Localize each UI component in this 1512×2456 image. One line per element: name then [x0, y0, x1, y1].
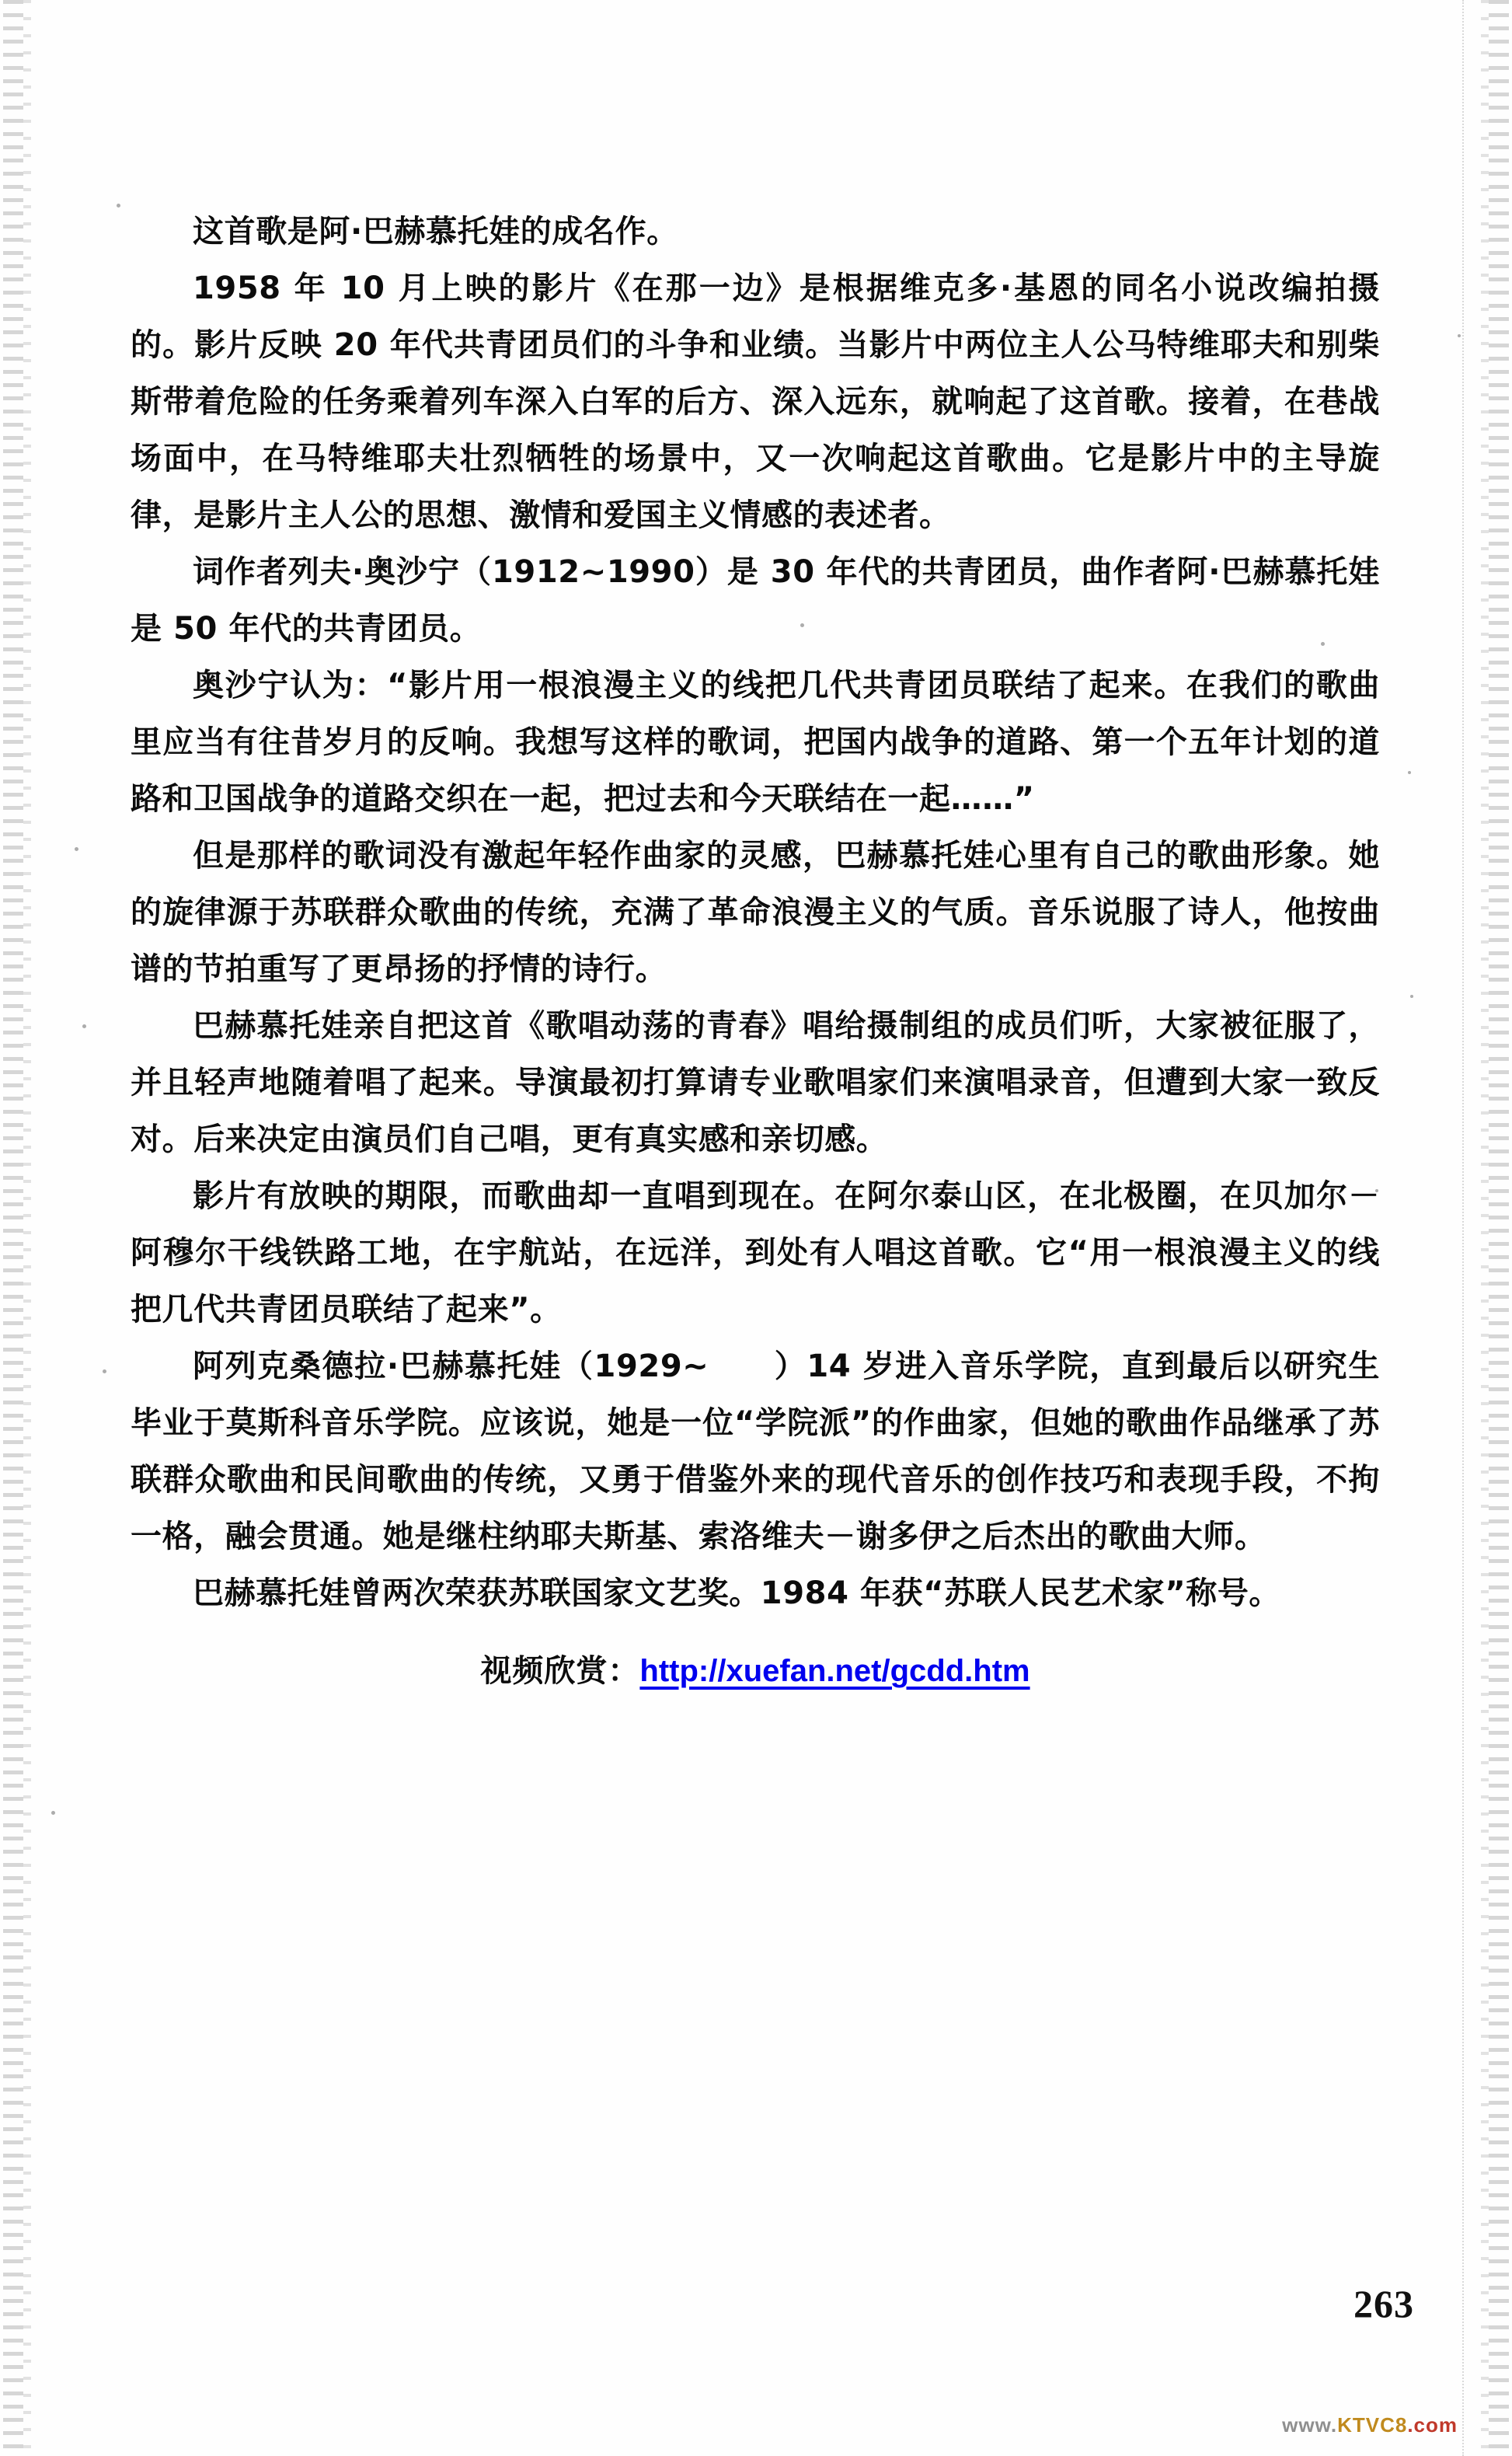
watermark-www: www.	[1282, 2413, 1338, 2437]
paragraph-8: 阿列克桑德拉·巴赫慕托娃（1929~ ）14 岁进入音乐学院，直到最后以研究生毕业于莫斯科音乐学院。应该说，她是一位“学院派”的作曲家，但她的歌曲作品继承了苏联群众歌曲和民间歌曲的传统，又勇于借鉴外来的现代音乐的创作技巧和表现手段，不拘一格，融会贯通。她是继柱纳耶夫斯基、索洛维夫－谢多伊之后杰出的歌曲大师。	[131, 1348, 1380, 1554]
paragraph-9: 巴赫慕托娃曾两次荣获苏联国家文艺奖。1984 年获“苏联人民艺术家”称号。	[193, 1575, 1281, 1611]
paragraph-2: 1958 年 10 月上映的影片《在那一边》是根据维克多·基恩的同名小说改编拍摄的。影片反映 20 年代共青团员们的斗争和业绩。当影片中两位主人公马特维耶夫和别柴斯带着危险的任务乘着列车深入白军的后方、深入远东，就响起了这首歌。接着，在巷战场面中，在马特维耶夫壮烈牺牲的场景中，又一次响起这首歌曲。它是影片中的主导旋律，是影片主人公的思想、激情和爱国主义情感的表述者。	[131, 270, 1380, 533]
scan-edge-noise-left-2	[23, 0, 31, 2456]
scan-speck	[1458, 334, 1461, 337]
video-link-url[interactable]: http://xuefan.net/gcdd.htm	[639, 1654, 1030, 1688]
scan-speck	[51, 1811, 55, 1815]
paragraph-5: 但是那样的歌词没有激起年轻作曲家的灵感，巴赫慕托娃心里有自己的歌曲形象。她的旋律源于苏联群众歌曲的传统，充满了革命浪漫主义的气质。音乐说服了诗人，他按曲谱的节拍重写了更昂扬的抒情的诗行。	[131, 838, 1380, 987]
scan-speck	[75, 847, 78, 851]
page-text-body	[131, 204, 1380, 1689]
video-link-label: 视频欣赏：	[480, 1653, 640, 1689]
video-link-line	[131, 1646, 1380, 1690]
scan-speck	[1410, 995, 1413, 998]
paragraph-6: 巴赫慕托娃亲自把这首《歌唱动荡的青春》唱给摄制组的成员们听，大家被征服了，并且轻声地随着唱了起来。导演最初打算请专业歌唱家们来演唱录音，但遭到大家一致反对。后来决定由演员们自己唱，更有真实感和亲切感。	[131, 1008, 1380, 1157]
scan-speck	[82, 1024, 86, 1028]
scan-speck	[117, 204, 120, 208]
scan-speck	[103, 1369, 106, 1373]
page-number: 263	[1353, 2282, 1414, 2325]
paragraph-4: 奥沙宁认为：“影片用一根浪漫主义的线把几代共青团员联结了起来。在我们的歌曲里应当有往昔岁月的反响。我想写这样的歌词，把国内战争的道路、第一个五年计划的道路和卫国战争的道路交织在一起，把过去和今天联结在一起……”	[131, 668, 1380, 817]
site-watermark	[1282, 2413, 1458, 2437]
scan-speck	[1408, 771, 1411, 774]
watermark-tld: .com	[1407, 2413, 1458, 2437]
watermark-brand: KTVC8	[1337, 2413, 1408, 2437]
scan-edge-noise-right	[1489, 0, 1509, 2456]
scan-edge-noise-right-2	[1481, 0, 1489, 2456]
paragraph-1: 这首歌是阿·巴赫慕托娃的成名作。	[193, 214, 678, 249]
paragraph-3: 词作者列夫·奥沙宁（1912~1990）是 30 年代的共青团员，曲作者阿·巴赫慕托娃是 50 年代的共青团员。	[131, 554, 1380, 647]
paragraph-7: 影片有放映的期限，而歌曲却一直唱到现在。在阿尔泰山区，在北极圈，在贝加尔－阿穆尔干线铁路工地，在宇航站，在远洋，到处有人唱这首歌。它“用一根浪漫主义的线把几代共青团员联结了起来”。	[131, 1178, 1380, 1327]
margin-dotted-rule-right	[1462, 0, 1464, 2456]
scan-edge-noise-left	[3, 0, 23, 2456]
